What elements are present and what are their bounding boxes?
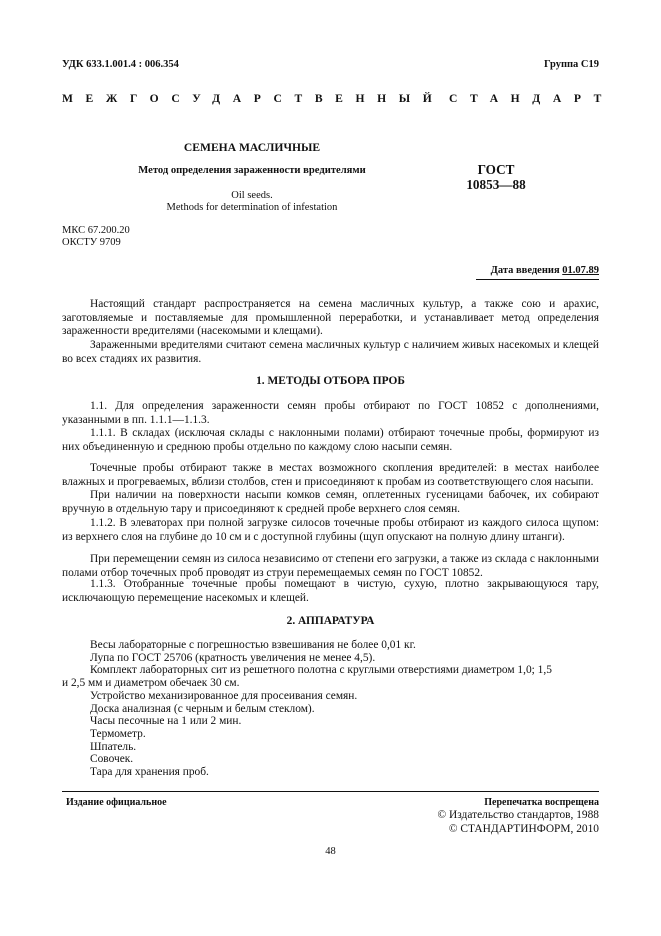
date-underline-rule [476,279,599,280]
introduction-date-value: 01.07.89 [562,265,599,276]
interstate-standard-banner [62,92,614,105]
udk-code: УДК 633.1.001.4 : 006.354 [62,59,179,70]
copyright-1988: © Издательство стандартов, 1988 [437,809,599,821]
paragraph-scope: Настоящий стандарт распространяется на семена масличных культур, а также сою и арахис, заготовляемые и поставляемые для промышленной переработки, и устанавливает метод определения зараженности вредителями (насекомыми и клещами). [62,298,599,338]
apparatus-item: Доска анализная (с черным и белым стеклом). [90,702,315,715]
standard-subtitle: Метод определения зараженности вредителями [138,165,366,176]
okstu-code: ОКСТУ 9709 [62,237,121,248]
gost-label: ГОСТ [477,162,515,177]
apparatus-item: Лупа по ГОСТ 25706 (кратность увеличения не менее 4,5). [90,651,376,664]
apparatus-item: Шпатель. [90,740,137,753]
clause-1-1-1-cont-1: Точечные пробы отбирают также в местах возможного скопления вредителей: в местах наиболее влажных и прогреваемых, вблизи столбов, стен и присоединяют к пробам из соответствующего слоя насыпи. [62,462,599,488]
paragraph-definition: Зараженными вредителями считают семена масличных культур с наличием живых насекомых и клещей во всех стадиях их развития. [62,339,599,365]
apparatus-item: Термометр. [90,727,146,740]
section-2-heading: 2. АППАРАТУРА [286,615,375,627]
apparatus-item: Совочек. [90,753,134,766]
copyright-2010: © СТАНДАРТИНФОРМ, 2010 [448,823,599,835]
footer-rule [62,791,599,792]
apparatus-item: Тара для хранения проб. [90,766,209,779]
clause-1-1-1-cont-2: При наличии на поверхности насыпи комков семян, оплетенных гусеницами бабочек, их собирают вручную в отдельную тару и присоединяют к средней пробе верхнего слоя семян. [62,489,599,515]
mks-code: МКС 67.200.20 [62,225,130,236]
clause-1-1-3: 1.1.3. Отобранные точечные пробы помещают в чистую, сухую, плотно закрывающуюся тару, исключающую перемещение насекомых и клещей. [62,578,599,604]
apparatus-list [62,639,599,779]
clause-1-1-2-cont: При перемещении семян из силоса независимо от степени его загрузки, а также из склада с наклонными полами отбор точечных проб проводят из струи перемещаемых семян по ГОСТ 10852. [62,553,599,579]
section-1-heading: 1. МЕТОДЫ ОТБОРА ПРОБ [256,375,405,387]
gost-number: 10853—88 [466,177,526,192]
clause-1-1-2: 1.1.2. В элеваторах при полной загрузке силосов точечные пробы отбирают из каждого силоса щупом: из верхнего слоя на глубине до 10 см и с доступной глубины (щуп опускают на полную длину штанги). [62,517,599,543]
introduction-date-label: Дата введения [490,265,563,276]
group-code: Группа С19 [543,59,599,70]
standard-title: СЕМЕНА МАСЛИЧНЫЕ [183,141,321,154]
clause-1-1: 1.1. Для определения зараженности семян пробы отбирают по ГОСТ 10852 с дополнениями, указанными в пп. 1.1.1—1.1.3. [62,400,599,426]
english-title-line-1: Oil seeds. [231,190,273,201]
apparatus-item-cont: и 2,5 мм и диаметром обечаек 30 см. [62,677,240,690]
apparatus-item: Часы песочные на 1 или 2 мин. [90,715,242,728]
introduction-date [491,265,599,276]
english-title-line-2: Methods for determination of infestation [166,202,338,213]
page-number: 48 [325,846,336,857]
banner-word-1-spaced: МЕЖГОСУДАРСТВЕННЫЙ [62,92,445,105]
apparatus-item: Весы лабораторные с погрешностью взвешивания не более 0,01 кг. [90,639,416,651]
reprint-prohibited-label: Перепечатка воспрещена [484,797,599,808]
apparatus-item: Комплект лабораторных сит из решетного полотна с круглыми отверстиями диаметром 1,0; 1,5 [90,664,552,677]
clause-1-1-1: 1.1.1. В складах (исключая склады с наклонными полами) отбирают точечные пробы, формируют из них объединенную и среднюю пробы отдельно по каждому слою насыпи семян. [62,427,599,453]
apparatus-item: Устройство механизированное для просеивания семян. [90,689,358,702]
banner-word-2-spaced: СТАНДАРТ [448,92,614,105]
official-edition-label: Издание официальное [66,797,167,808]
